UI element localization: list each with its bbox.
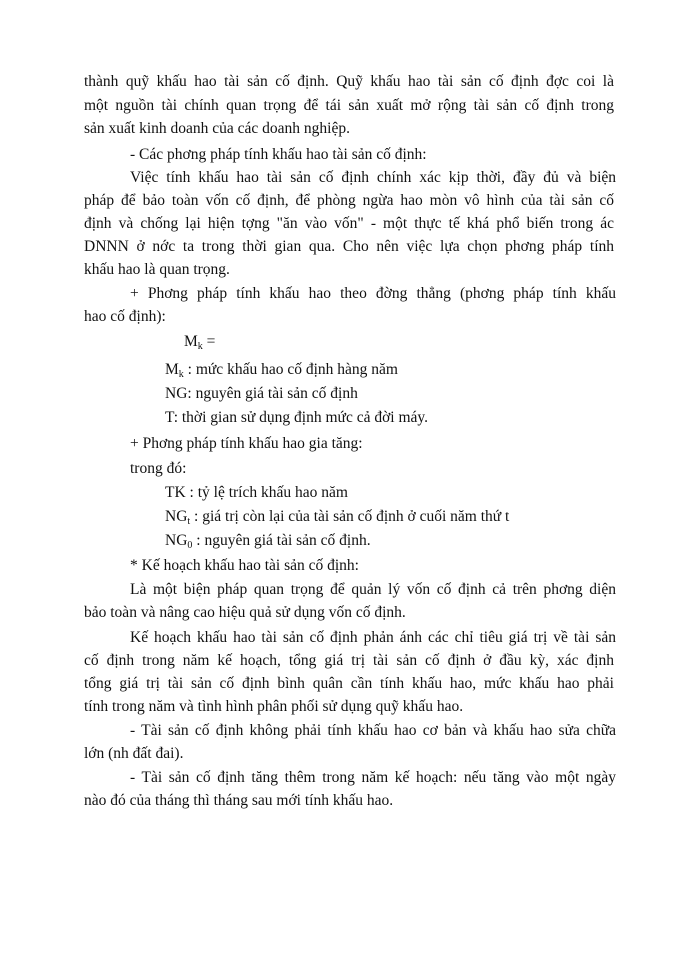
para1-line1: thành quỹ khấu hao tài sản cố định. Quỹ khấu hao tài sản cố định đợc coi là xyxy=(84,73,614,90)
definition-ngt-text: : giá trị còn lại của tài sản cố định ở cuối năm thứ t xyxy=(190,508,510,525)
plan-heading: * Kế hoạch khấu hao tài sản cố định: xyxy=(130,557,359,574)
definition-tk: TK : tỷ lệ trích khấu hao năm xyxy=(165,484,348,501)
para2-line1: Việc tính khấu hao tài sản cố định chính xác kịp thời, đầy đủ và biện xyxy=(130,169,616,186)
definition-mk-text: : mức khấu hao cố định hàng năm xyxy=(183,361,398,378)
para2-line3: định và chống lại hiện tợng "ăn vào vốn" - một thực tế khá phổ biến trong ác xyxy=(84,215,614,232)
definition-ng0 xyxy=(165,531,371,551)
para4-line1: Kế hoạch khấu hao tài sản cố định phản ánh các chỉ tiêu giá trị về tài sản xyxy=(130,629,616,646)
where-label: trong đó: xyxy=(130,460,187,477)
declining-heading: + Phơng pháp tính khấu hao gia tăng: xyxy=(130,435,363,452)
para6-line1: - Tài sản cố định tăng thêm trong năm kế hoạch: nếu tăng vào một ngày xyxy=(130,769,616,786)
methods-heading: - Các phơng pháp tính khấu hao tài sản cố định: xyxy=(130,146,427,163)
definition-ngt xyxy=(165,507,509,527)
para3-line1: Là một biện pháp quan trọng để quản lý vốn cố định cả trên phơng diện xyxy=(130,581,616,598)
straight-line-heading-cont: hao cố định): xyxy=(84,308,166,325)
definition-mk xyxy=(165,360,398,380)
formula-equals: = xyxy=(202,333,216,350)
definition-mk-symbol: M xyxy=(165,361,179,378)
definition-ng0-subscript: 0 xyxy=(187,540,193,551)
para2-line5: khấu hao là quan trọng. xyxy=(84,261,230,278)
para2-line2: pháp để bảo toàn vốn cố định, để phòng ngừa hao mòn vô hình của tài sản cố xyxy=(84,192,614,209)
para5-line2: lớn (nh đất đai). xyxy=(84,745,184,762)
para3-line2: bảo toàn và nâng cao hiệu quả sử dụng vốn cố định. xyxy=(84,604,406,621)
para1-line3: sản xuất kinh doanh của các doanh nghiệp. xyxy=(84,120,350,137)
para5-line1: - Tài sản cố định không phải tính khấu hao cơ bản và khấu hao sửa chữa xyxy=(130,722,616,739)
formula-mk xyxy=(184,332,215,352)
definition-ng0-symbol: NG xyxy=(165,532,188,549)
definition-ng0-text: : nguyên giá tài sản cố định. xyxy=(192,532,371,549)
straight-line-heading: + Phơng pháp tính khấu hao theo đờng thẳng (phơng pháp tính khấu xyxy=(130,285,616,302)
definition-ng: NG: nguyên giá tài sản cố định xyxy=(165,385,358,402)
para4-line3: tổng giá trị tài sản cố định bình quân cần tính khấu hao, mức khấu hao phải xyxy=(84,675,614,692)
formula-symbol: M xyxy=(184,333,198,350)
definition-t: T: thời gian sử dụng định mức cả đời máy. xyxy=(165,409,429,426)
formula-subscript: k xyxy=(197,341,203,352)
para4-line2: cố định trong năm kế hoạch, tổng giá trị tài sản cố định ở đầu kỳ, xác định xyxy=(84,652,614,669)
definition-mk-subscript: k xyxy=(178,369,184,380)
para1-line2: một nguồn tài chính quan trọng để tái sản xuất mở rộng tài sản cố định trong xyxy=(84,97,614,114)
para6-line2: nào đó của tháng thì tháng sau mới tính khấu hao. xyxy=(84,792,394,809)
definition-ngt-symbol: NG xyxy=(165,508,188,525)
para2-line4: DNNN ở nớc ta trong thời gian qua. Cho nên việc lựa chọn phơng pháp tính xyxy=(84,238,614,255)
definition-ngt-subscript: t xyxy=(187,516,191,527)
para4-line4: tính trong năm và tình hình phân phối sử dụng quỹ khấu hao. xyxy=(84,698,464,715)
